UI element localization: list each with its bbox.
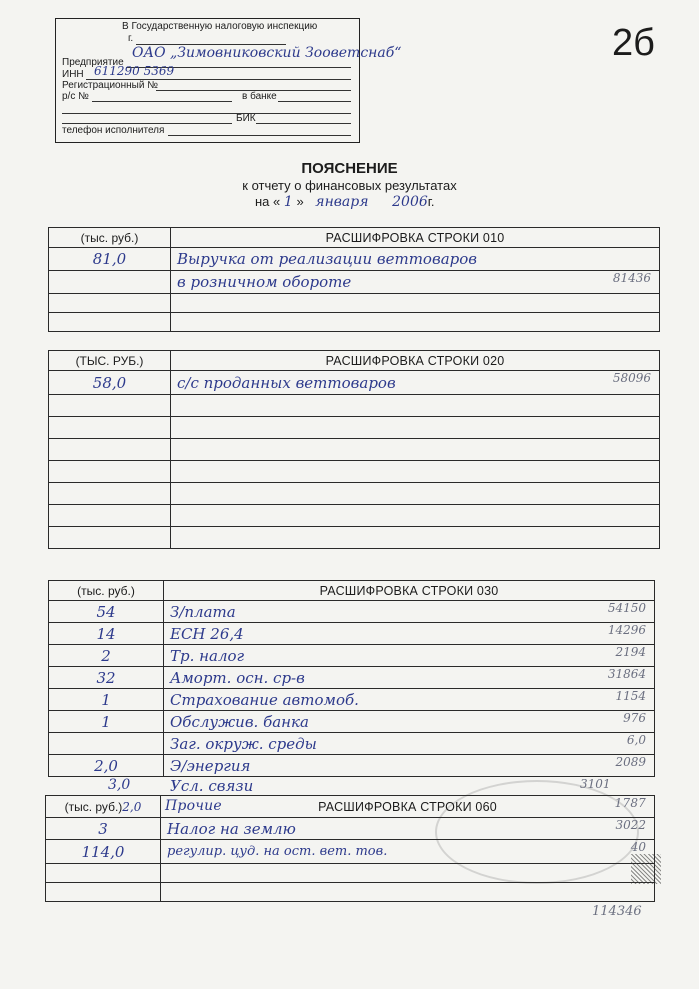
inn-value: 611290 5369 xyxy=(94,64,175,78)
empty-cell xyxy=(49,483,171,505)
empty-cell xyxy=(49,395,171,417)
row-cell xyxy=(164,667,655,689)
empty-cell xyxy=(171,461,660,483)
empty-cell xyxy=(171,417,660,439)
row-sum: 81436 xyxy=(612,271,651,285)
row-sum: 14296 xyxy=(607,623,646,637)
enterprise-value: ОАО „Зимовниковский Зооветснаб“ xyxy=(132,45,402,61)
section-title: РАСШИФРОВКА СТРОКИ 010 xyxy=(171,228,660,248)
row-amount: 54 xyxy=(49,601,164,623)
row-sum: 976 xyxy=(623,711,646,725)
row-sum: 54150 xyxy=(607,601,646,615)
row-text: Э/энергия xyxy=(170,756,251,775)
row-cell xyxy=(164,733,655,755)
header-note: Прочие xyxy=(165,798,222,814)
unit-label: (тыс. руб.) xyxy=(49,581,164,601)
section-020 xyxy=(48,350,660,549)
header-stamp xyxy=(55,18,402,143)
table-row xyxy=(49,689,655,711)
table-row xyxy=(49,483,660,505)
empty-cell xyxy=(49,417,171,439)
doc-title: ПОЯСНЕНИЕ xyxy=(301,160,398,177)
table-row xyxy=(49,733,655,755)
unit-cell xyxy=(46,796,161,818)
section-header xyxy=(49,228,660,248)
row-sum: 40 xyxy=(630,840,646,854)
section-title: РАСШИФРОВКА СТРОКИ 060 xyxy=(318,799,497,814)
table-row xyxy=(49,271,660,294)
date-suffix: г. xyxy=(427,194,435,209)
table-row xyxy=(49,755,655,777)
row-amount: 81,0 xyxy=(49,248,171,271)
section-030 xyxy=(48,580,655,777)
row-cell xyxy=(164,711,655,733)
phone-label: телефон исполнителя xyxy=(62,125,165,136)
row-amount xyxy=(49,733,164,755)
section-title: РАСШИФРОВКА СТРОКИ 020 xyxy=(171,351,660,371)
empty-cell xyxy=(46,864,161,883)
extra-row-sum: 3101 xyxy=(580,777,611,791)
row-sum: 1787 xyxy=(614,796,646,810)
empty-cell xyxy=(49,461,171,483)
row-amount: 2 xyxy=(49,645,164,667)
header-cell xyxy=(161,796,655,818)
row-sum: 3022 xyxy=(615,818,646,832)
unit-amount: 2,0 xyxy=(122,799,142,814)
empty-cell xyxy=(161,883,655,902)
row-text: Налог на землю xyxy=(167,819,296,838)
table-row xyxy=(49,313,660,332)
row-amount: 14 xyxy=(49,623,164,645)
unit-label: (тыс. руб.) xyxy=(64,799,123,814)
row-amount: 114,0 xyxy=(46,840,161,864)
extra-row-amount: 3,0 xyxy=(108,777,131,793)
table-row xyxy=(49,248,660,271)
extra-row-text: Усл. связи xyxy=(170,777,254,795)
table-row xyxy=(46,840,655,864)
row-text: Обслужив. банка xyxy=(170,712,309,731)
table-row xyxy=(49,527,660,549)
empty-cell xyxy=(49,294,171,313)
tax-office-label: В Государственную налоговую инспекцию xyxy=(122,21,318,32)
empty-cell xyxy=(161,864,655,883)
row-sum: 58096 xyxy=(612,371,651,385)
table-row xyxy=(49,667,655,689)
account-label: р/с № xyxy=(62,91,89,102)
row-amount: 58,0 xyxy=(49,371,171,395)
section-title: РАСШИФРОВКА СТРОКИ 030 xyxy=(164,581,655,601)
table-row xyxy=(49,439,660,461)
empty-cell xyxy=(171,527,660,549)
table-row xyxy=(49,294,660,313)
scan-noise xyxy=(631,854,661,884)
row-cell xyxy=(164,601,655,623)
row-cell xyxy=(161,840,655,864)
section-060 xyxy=(45,795,655,902)
table-row xyxy=(49,505,660,527)
row-text: З/плата xyxy=(170,602,236,621)
date-month: января xyxy=(315,194,369,210)
table-row xyxy=(49,601,655,623)
empty-cell xyxy=(49,505,171,527)
row-cell xyxy=(164,623,655,645)
empty-cell xyxy=(46,883,161,902)
section-010 xyxy=(48,227,660,332)
row-sum: 2089 xyxy=(615,755,646,769)
date-prefix: на « xyxy=(255,194,281,209)
row-amount xyxy=(49,271,171,294)
row-cell xyxy=(161,818,655,840)
empty-cell xyxy=(49,439,171,461)
row-text: с/с проданных веттоваров xyxy=(177,373,396,392)
row-amount: 2,0 xyxy=(49,755,164,777)
empty-cell xyxy=(171,483,660,505)
enterprise-label: Предприятие xyxy=(62,57,124,68)
table-row xyxy=(49,461,660,483)
row-cell xyxy=(164,689,655,711)
date-mid: » xyxy=(296,194,304,209)
doc-subtitle: к отчету о финансовых результатах xyxy=(242,178,457,193)
empty-cell xyxy=(49,313,171,332)
total-note: 114346 xyxy=(592,904,642,919)
row-text: регулир. цуд. на ост. вет. тов. xyxy=(167,844,388,859)
row-text: Страхование автомоб. xyxy=(170,690,359,709)
date-year: 2006 xyxy=(392,194,428,210)
inn-label: ИНН xyxy=(62,69,84,80)
row-text: ЕСН 26,4 xyxy=(170,624,244,643)
table-row xyxy=(49,623,655,645)
section-header xyxy=(46,796,655,818)
row-text: Выручка от реализации веттоваров xyxy=(171,248,660,271)
row-text: в розничном обороте xyxy=(177,273,352,291)
row-sum: 2194 xyxy=(615,645,646,659)
table-row xyxy=(49,711,655,733)
row-text: Заг. окруж. среды xyxy=(170,734,317,753)
doc-date xyxy=(255,194,435,210)
row-cell xyxy=(171,271,660,294)
row-text: Тр. налог xyxy=(170,646,245,665)
row-sum: 1154 xyxy=(615,689,646,703)
empty-cell xyxy=(49,527,171,549)
empty-cell xyxy=(171,505,660,527)
section-header xyxy=(49,351,660,371)
section-header xyxy=(49,581,655,601)
bank-label: в банке xyxy=(242,91,277,102)
row-amount: 1 xyxy=(49,711,164,733)
row-cell xyxy=(164,645,655,667)
bik-label: БИК xyxy=(236,113,256,124)
row-amount: 1 xyxy=(49,689,164,711)
date-day: 1 xyxy=(283,194,293,210)
table-row xyxy=(46,818,655,840)
table-row xyxy=(49,395,660,417)
unit-label: (тыс. руб.) xyxy=(49,228,171,248)
table-row xyxy=(49,371,660,395)
row-amount: 32 xyxy=(49,667,164,689)
city-label: г. xyxy=(128,33,134,44)
table-row xyxy=(46,883,655,902)
table-row xyxy=(49,417,660,439)
page-number: 2б xyxy=(612,22,655,64)
table-row xyxy=(49,645,655,667)
row-sum: 6,0 xyxy=(626,733,646,747)
empty-cell xyxy=(171,294,660,313)
empty-cell xyxy=(171,439,660,461)
row-cell xyxy=(171,371,660,395)
reg-label: Регистрационный № xyxy=(62,80,158,91)
empty-cell xyxy=(171,395,660,417)
empty-cell xyxy=(171,313,660,332)
table-row xyxy=(46,864,655,883)
row-text: Аморт. осн. ср-в xyxy=(170,668,305,687)
row-cell xyxy=(164,755,655,777)
unit-label: (ТЫС. РУБ.) xyxy=(49,351,171,371)
row-amount: 3 xyxy=(46,818,161,840)
row-sum: 31864 xyxy=(607,667,646,681)
